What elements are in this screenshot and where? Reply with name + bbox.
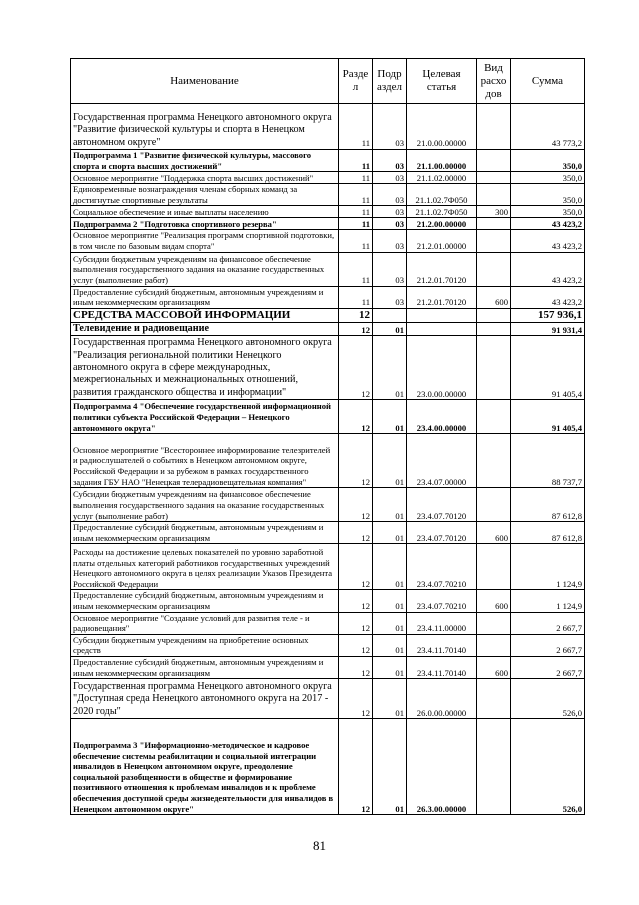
row-expense-type: 600 bbox=[477, 522, 511, 544]
row-target: 23.4.11.70140 bbox=[407, 634, 477, 656]
table-row bbox=[71, 218, 585, 230]
table-row bbox=[71, 286, 585, 308]
row-name: Основное мероприятие "Поддержка спорта высших достижений" bbox=[71, 172, 339, 184]
header-sum: Сумма bbox=[511, 59, 585, 104]
row-podrazdel: 03 bbox=[373, 184, 407, 206]
budget-table bbox=[70, 58, 585, 815]
row-target: 23.4.11.70140 bbox=[407, 656, 477, 678]
row-podrazdel: 03 bbox=[373, 218, 407, 230]
row-razdel: 12 bbox=[339, 544, 373, 590]
row-podrazdel: 03 bbox=[373, 252, 407, 286]
header-expense-type: Вид расхо дов bbox=[477, 59, 511, 104]
row-podrazdel: 03 bbox=[373, 206, 407, 218]
row-razdel: 12 bbox=[339, 400, 373, 434]
row-sum: 87 612,8 bbox=[511, 522, 585, 544]
row-sum: 157 936,1 bbox=[511, 308, 585, 322]
table-row bbox=[71, 544, 585, 590]
row-expense-type: 600 bbox=[477, 590, 511, 612]
row-sum: 43 423,2 bbox=[511, 230, 585, 252]
row-expense-type bbox=[477, 679, 511, 719]
row-sum: 350,0 bbox=[511, 206, 585, 218]
row-name: Единовременные вознаграждения членам сборных команд за достигнутые спортивные результаты bbox=[71, 184, 339, 206]
row-razdel: 11 bbox=[339, 230, 373, 252]
header-podrazdel: Подр аздел bbox=[373, 59, 407, 104]
row-expense-type bbox=[477, 184, 511, 206]
row-razdel: 11 bbox=[339, 150, 373, 172]
row-razdel: 12 bbox=[339, 434, 373, 488]
table-row bbox=[71, 104, 585, 150]
header-target-article: Целевая статья bbox=[407, 59, 477, 104]
row-sum: 91 405,4 bbox=[511, 400, 585, 434]
header-razdel: Разде л bbox=[339, 59, 373, 104]
row-name: Подпрограмма 4 "Обеспечение государственной информационной политики субъекта Российской Федерации – Ненецкого автономного округа" bbox=[71, 400, 339, 434]
row-podrazdel: 01 bbox=[373, 322, 407, 335]
row-target: 23.4.07.00000 bbox=[407, 434, 477, 488]
row-expense-type bbox=[477, 400, 511, 434]
row-target: 23.4.00.00000 bbox=[407, 400, 477, 434]
row-name: Основное мероприятие "Реализация программ спортивной подготовки, в том числе по базовым видам спорта" bbox=[71, 230, 339, 252]
row-expense-type bbox=[477, 172, 511, 184]
row-podrazdel: 01 bbox=[373, 656, 407, 678]
table-row bbox=[71, 434, 585, 488]
row-name: Основное мероприятие "Всестороннее информирование телезрителей и радиослушателей о событиях в Ненецком автономном округе, Российской Федерации и за рубежом в рамках государственного задания ГБУ НАО "Ненецкая телерадиовещательная компания" bbox=[71, 434, 339, 488]
row-name: Предоставление субсидий бюджетным, автономным учреждениям и иным некоммерческим организациям bbox=[71, 286, 339, 308]
row-sum: 526,0 bbox=[511, 679, 585, 719]
row-sum: 350,0 bbox=[511, 184, 585, 206]
table-row bbox=[71, 522, 585, 544]
row-target: 23.4.11.00000 bbox=[407, 612, 477, 634]
table-header-row bbox=[71, 59, 585, 104]
row-name: Подпрограмма 1 "Развитие физической культуры, массового спорта и спорта высших достижений" bbox=[71, 150, 339, 172]
row-target: 23.4.07.70120 bbox=[407, 488, 477, 522]
row-podrazdel: 03 bbox=[373, 172, 407, 184]
row-name: Предоставление субсидий бюджетным, автономным учреждениям и иным некоммерческим организациям bbox=[71, 656, 339, 678]
row-name: Основное мероприятие "Создание условий для развития теле - и радиовещания" bbox=[71, 612, 339, 634]
table-row bbox=[71, 308, 585, 322]
row-name: Государственная программа Ненецкого автономного округа "Доступная среда Ненецкого автономного округа на 2017 - 2020 годы" bbox=[71, 679, 339, 719]
row-name: Государственная программа Ненецкого автономного округа "Реализация региональной политики Ненецкого автономного округа в сфере международных, межрегиональных и межнациональных отношений, развития гражданского общества и информации" bbox=[71, 336, 339, 400]
row-razdel: 11 bbox=[339, 184, 373, 206]
row-name: Телевидение и радиовещание bbox=[71, 322, 339, 335]
row-expense-type bbox=[477, 612, 511, 634]
row-expense-type bbox=[477, 230, 511, 252]
row-target: 21.2.00.00000 bbox=[407, 218, 477, 230]
row-razdel: 12 bbox=[339, 612, 373, 634]
row-name: Субсидии бюджетным учреждениям на финансовое обеспечение выполнения государственного задания на оказание государственных услуг (выполнение работ) bbox=[71, 252, 339, 286]
table-row bbox=[71, 590, 585, 612]
row-name: Предоставление субсидий бюджетным, автономным учреждениям и иным некоммерческим организациям bbox=[71, 590, 339, 612]
table-row bbox=[71, 322, 585, 335]
row-name: Субсидии бюджетным учреждениям на приобретение основных средств bbox=[71, 634, 339, 656]
row-target: 23.4.07.70210 bbox=[407, 544, 477, 590]
row-expense-type: 600 bbox=[477, 656, 511, 678]
row-podrazdel: 03 bbox=[373, 150, 407, 172]
row-sum: 87 612,8 bbox=[511, 488, 585, 522]
row-target: 21.1.00.00000 bbox=[407, 150, 477, 172]
page-number: 81 bbox=[313, 838, 326, 853]
row-target: 23.4.07.70120 bbox=[407, 522, 477, 544]
row-sum: 1 124,9 bbox=[511, 590, 585, 612]
row-expense-type bbox=[477, 308, 511, 322]
row-expense-type bbox=[477, 150, 511, 172]
row-podrazdel: 01 bbox=[373, 612, 407, 634]
table-row bbox=[71, 719, 585, 815]
row-expense-type bbox=[477, 252, 511, 286]
row-sum: 2 667,7 bbox=[511, 634, 585, 656]
table-row bbox=[71, 172, 585, 184]
row-sum: 2 667,7 bbox=[511, 656, 585, 678]
table-row bbox=[71, 488, 585, 522]
row-podrazdel: 01 bbox=[373, 590, 407, 612]
row-podrazdel: 01 bbox=[373, 719, 407, 815]
row-razdel: 12 bbox=[339, 488, 373, 522]
row-sum: 43 423,2 bbox=[511, 252, 585, 286]
row-podrazdel: 03 bbox=[373, 104, 407, 150]
row-razdel: 11 bbox=[339, 218, 373, 230]
table-row bbox=[71, 184, 585, 206]
row-podrazdel: 01 bbox=[373, 522, 407, 544]
row-razdel: 11 bbox=[339, 172, 373, 184]
row-name: СРЕДСТВА МАССОВОЙ ИНФОРМАЦИИ bbox=[71, 308, 339, 322]
row-name: Государственная программа Ненецкого автономного округа "Развитие физической культуры и спорта в Ненецком автономном округе" bbox=[71, 104, 339, 150]
row-expense-type bbox=[477, 322, 511, 335]
row-target: 26.0.00.00000 bbox=[407, 679, 477, 719]
row-target: 26.3.00.00000 bbox=[407, 719, 477, 815]
row-expense-type bbox=[477, 434, 511, 488]
row-podrazdel: 01 bbox=[373, 544, 407, 590]
row-razdel: 12 bbox=[339, 634, 373, 656]
row-expense-type bbox=[477, 336, 511, 400]
row-name: Расходы на достижение целевых показателей по уровню заработной платы отдельных категорий работников государственных учреждений Ненецкого автономного округа в целях реализации Указов Президента Российской Федерации bbox=[71, 544, 339, 590]
row-name: Социальное обеспечение и иные выплаты населению bbox=[71, 206, 339, 218]
row-podrazdel: 01 bbox=[373, 400, 407, 434]
row-sum: 43 773,2 bbox=[511, 104, 585, 150]
row-sum: 2 667,7 bbox=[511, 612, 585, 634]
header-name: Наименование bbox=[71, 59, 339, 104]
row-razdel: 12 bbox=[339, 336, 373, 400]
table-row bbox=[71, 634, 585, 656]
row-sum: 91 405,4 bbox=[511, 336, 585, 400]
row-razdel: 12 bbox=[339, 679, 373, 719]
row-name: Подпрограмма 2 "Подготовка спортивного резерва" bbox=[71, 218, 339, 230]
table-row bbox=[71, 679, 585, 719]
row-podrazdel: 01 bbox=[373, 434, 407, 488]
row-expense-type: 300 bbox=[477, 206, 511, 218]
row-razdel: 11 bbox=[339, 252, 373, 286]
table-row bbox=[71, 252, 585, 286]
row-name: Предоставление субсидий бюджетным, автономным учреждениям и иным некоммерческим организациям bbox=[71, 522, 339, 544]
row-sum: 350,0 bbox=[511, 150, 585, 172]
row-sum: 350,0 bbox=[511, 172, 585, 184]
table-row bbox=[71, 612, 585, 634]
table-row bbox=[71, 656, 585, 678]
row-target: 21.2.01.70120 bbox=[407, 286, 477, 308]
table-row bbox=[71, 400, 585, 434]
row-sum: 526,0 bbox=[511, 719, 585, 815]
row-sum: 43 423,2 bbox=[511, 218, 585, 230]
row-expense-type bbox=[477, 544, 511, 590]
table-row bbox=[71, 336, 585, 400]
row-target: 21.1.02.7Ф050 bbox=[407, 206, 477, 218]
row-podrazdel: 01 bbox=[373, 488, 407, 522]
row-razdel: 11 bbox=[339, 104, 373, 150]
row-expense-type bbox=[477, 104, 511, 150]
row-expense-type bbox=[477, 634, 511, 656]
row-expense-type: 600 bbox=[477, 286, 511, 308]
row-podrazdel: 01 bbox=[373, 634, 407, 656]
row-target bbox=[407, 308, 477, 322]
row-name: Субсидии бюджетным учреждениям на финансовое обеспечение выполнения государственного задания на оказание государственных услуг (выполнение работ) bbox=[71, 488, 339, 522]
row-sum: 91 931,4 bbox=[511, 322, 585, 335]
table-row bbox=[71, 150, 585, 172]
row-target: 21.1.02.7Ф050 bbox=[407, 184, 477, 206]
row-target: 23.0.00.00000 bbox=[407, 336, 477, 400]
row-razdel: 12 bbox=[339, 308, 373, 322]
row-razdel: 12 bbox=[339, 719, 373, 815]
row-podrazdel: 01 bbox=[373, 336, 407, 400]
row-razdel: 12 bbox=[339, 522, 373, 544]
row-sum: 43 423,2 bbox=[511, 286, 585, 308]
row-expense-type bbox=[477, 488, 511, 522]
row-podrazdel: 03 bbox=[373, 286, 407, 308]
row-name: Подпрограмма 3 "Информационно-методическое и кадровое обеспечение системы реабилитации и социальной интеграции инвалидов в Ненецком автономном округе, преодоление социальной разобщенности в обществе и формирование позитивного отношения к проблемам инвалидов и к проблеме обеспечения доступной среды жизнедеятельности для инвалидов в Ненецком автономном округе" bbox=[71, 719, 339, 815]
row-podrazdel: 01 bbox=[373, 679, 407, 719]
row-target: 21.2.01.70120 bbox=[407, 252, 477, 286]
row-target: 23.4.07.70210 bbox=[407, 590, 477, 612]
table-row bbox=[71, 206, 585, 218]
row-razdel: 12 bbox=[339, 322, 373, 335]
row-razdel: 11 bbox=[339, 286, 373, 308]
row-target bbox=[407, 322, 477, 335]
row-expense-type bbox=[477, 719, 511, 815]
row-sum: 88 737,7 bbox=[511, 434, 585, 488]
row-razdel: 11 bbox=[339, 206, 373, 218]
row-razdel: 12 bbox=[339, 656, 373, 678]
row-expense-type bbox=[477, 218, 511, 230]
row-razdel: 12 bbox=[339, 590, 373, 612]
row-target: 21.2.01.00000 bbox=[407, 230, 477, 252]
row-podrazdel bbox=[373, 308, 407, 322]
table-row bbox=[71, 230, 585, 252]
row-target: 21.0.00.00000 bbox=[407, 104, 477, 150]
row-sum: 1 124,9 bbox=[511, 544, 585, 590]
row-target: 21.1.02.00000 bbox=[407, 172, 477, 184]
row-podrazdel: 03 bbox=[373, 230, 407, 252]
